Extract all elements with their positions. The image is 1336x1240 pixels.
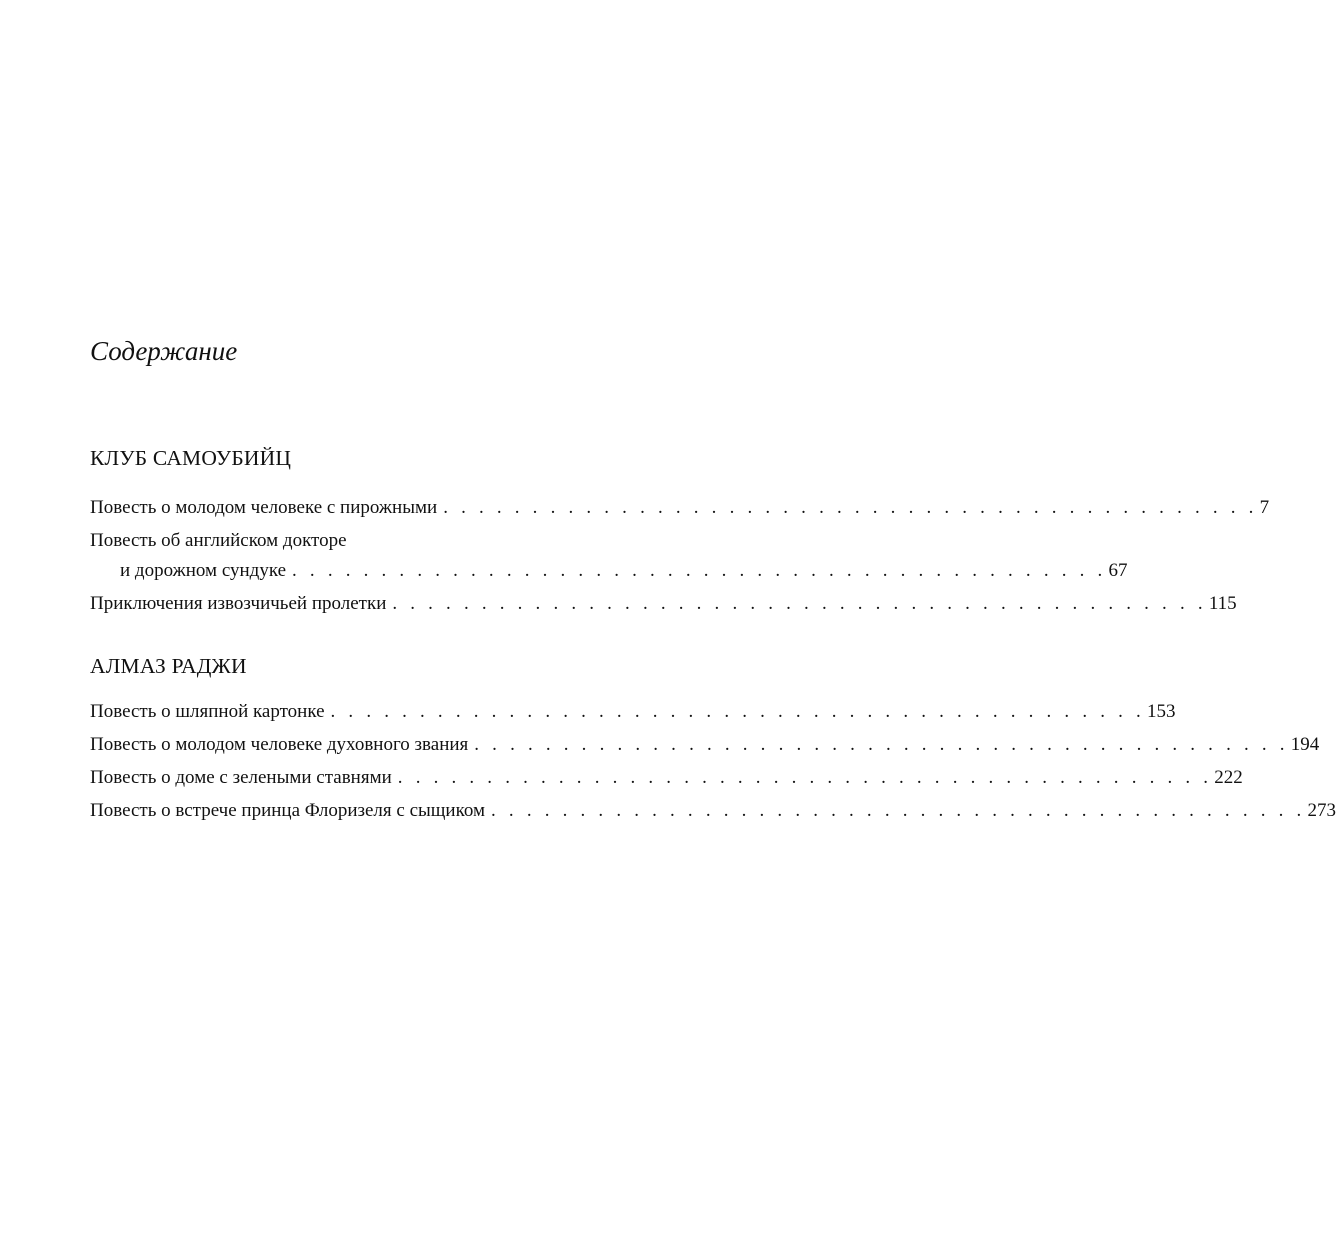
toc-entry-title-line1: Повесть об английском докторе bbox=[90, 530, 347, 551]
toc-entry-page: 222 bbox=[1214, 767, 1243, 788]
toc-entries-rajah-diamond bbox=[90, 700, 1336, 832]
toc-entry-title: Повесть о молодом человеке с пирожными bbox=[90, 497, 438, 518]
toc-entry[interactable] bbox=[90, 700, 1176, 724]
dot-leader: . . . . . . . . . . . . . . . . . . . . . . . . . . . . . . . . . . . . . . . . . . . . . . bbox=[292, 560, 1107, 581]
dot-leader: . . . . . . . . . . . . . . . . . . . . . . . . . . . . . . . . . . . . . . . . . . . . . . bbox=[474, 734, 1289, 755]
toc-entry-page: 153 bbox=[1146, 701, 1176, 722]
toc-entry[interactable] bbox=[90, 592, 1237, 616]
toc-entry-title-line2: и дорожном сундуке bbox=[120, 560, 287, 581]
toc-entry-page: 194 bbox=[1290, 734, 1320, 755]
toc-entry-title: Повесть о встрече принца Флоризеля с сыщиком bbox=[90, 800, 486, 821]
toc-entry[interactable] bbox=[90, 766, 1243, 790]
toc-entry-page: 273 bbox=[1307, 800, 1336, 821]
dot-leader: . . . . . . . . . . . . . . . . . . . . . . . . . . . . . . . . . . . . . . . . . . . . . . bbox=[330, 701, 1145, 722]
toc-entry[interactable] bbox=[90, 529, 1128, 583]
toc-entry-title: Повесть о шляпной картонке bbox=[90, 701, 325, 722]
toc-entry[interactable] bbox=[90, 496, 1270, 520]
section-heading-rajah-diamond: АЛМАЗ РАДЖИ bbox=[90, 654, 247, 678]
toc-entry-page: 7 bbox=[1259, 497, 1270, 518]
dot-leader: . . . . . . . . . . . . . . . . . . . . . . . . . . . . . . . . . . . . . . . . . . . . . . bbox=[443, 497, 1258, 518]
toc-entry-title: Приключения извозчичьей пролетки bbox=[90, 593, 387, 614]
dot-leader: . . . . . . . . . . . . . . . . . . . . . . . . . . . . . . . . . . . . . . . . . . . . . . bbox=[491, 800, 1306, 821]
toc-entry-title: Повесть о доме с зелеными ставнями bbox=[90, 767, 392, 788]
toc-entry[interactable] bbox=[90, 799, 1336, 823]
dot-leader: . . . . . . . . . . . . . . . . . . . . . . . . . . . . . . . . . . . . . . . . . . . . . . bbox=[392, 593, 1207, 614]
toc-title: Содержание bbox=[90, 336, 238, 366]
toc-entry-page: 67 bbox=[1108, 560, 1128, 581]
toc-entry-page: 115 bbox=[1208, 593, 1237, 614]
toc-entry[interactable] bbox=[90, 733, 1320, 757]
toc-entries-suicide-club bbox=[90, 496, 1270, 625]
section-heading-suicide-club: КЛУБ САМОУБИЙЦ bbox=[90, 446, 292, 470]
dot-leader: . . . . . . . . . . . . . . . . . . . . . . . . . . . . . . . . . . . . . . . . . . . . . . bbox=[397, 767, 1213, 788]
toc-entry-title: Повесть о молодом человеке духовного звания bbox=[90, 734, 469, 755]
